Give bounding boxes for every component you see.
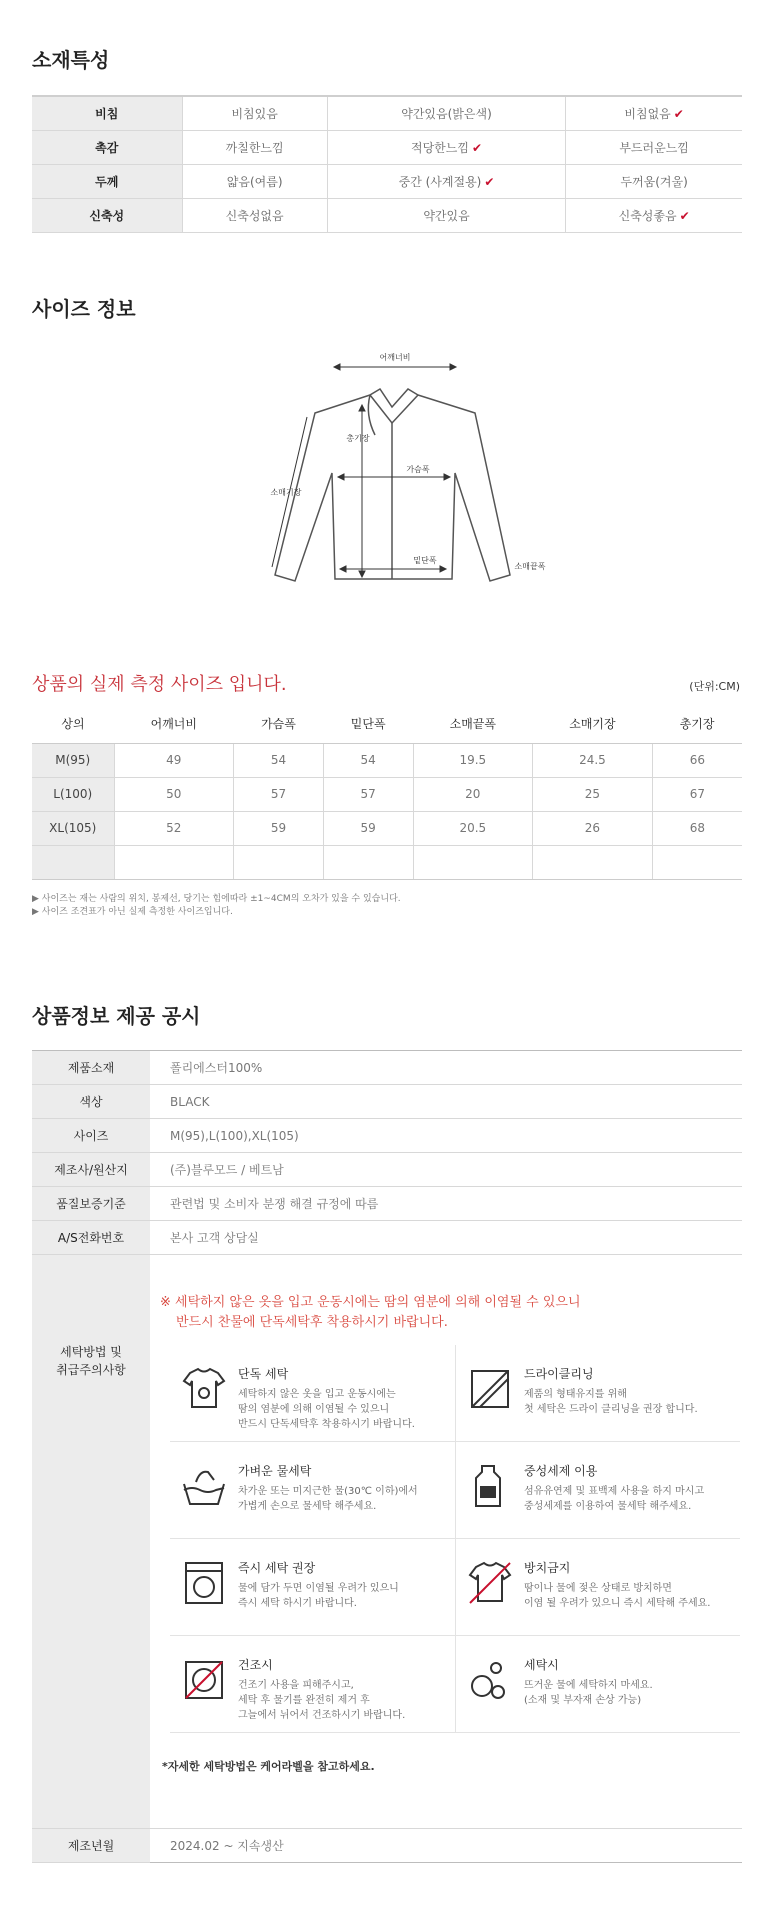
size-cell: 19.5 xyxy=(413,743,533,777)
info-label: 제조사/원산지 xyxy=(32,1153,150,1187)
size-table xyxy=(32,705,742,880)
check-icon: ✔ xyxy=(471,140,483,155)
size-col-header: 상의 xyxy=(32,705,114,743)
size-col-header: 총기장 xyxy=(652,705,742,743)
wash-item-desc: 물에 담가 두면 이염될 우려가 있으니 즉시 세탁 하시기 바랍니다. xyxy=(238,1583,399,1609)
size-cell xyxy=(234,845,324,879)
material-option: 비침없음 ✔ xyxy=(566,96,742,130)
info-label: 색상 xyxy=(32,1085,150,1119)
material-row-label: 두께 xyxy=(32,164,182,198)
wash-item-desc: 제품의 형태유지를 위해 첫 세탁은 드라이 클리닝을 권장 합니다. xyxy=(524,1389,698,1415)
material-option: 신축성좋음 ✔ xyxy=(566,198,742,232)
size-cell: 59 xyxy=(234,811,324,845)
material-option: 두꺼움(겨울) xyxy=(566,164,742,198)
material-row-label: 비침 xyxy=(32,96,182,130)
bubbles-icon xyxy=(466,1656,514,1704)
wash-item xyxy=(455,1636,740,1733)
wash-item-desc: 섬유유연제 및 표백제 사용을 하지 마시고 중성세제를 이용하여 물세탁 해주세요. xyxy=(524,1486,705,1512)
size-cell xyxy=(652,845,742,879)
size-col-header: 소매기장 xyxy=(533,705,653,743)
material-row xyxy=(32,130,742,164)
material-row xyxy=(32,198,742,232)
size-cell xyxy=(32,845,114,879)
date-label: 제조년월 xyxy=(32,1829,150,1863)
info-label: 사이즈 xyxy=(32,1119,150,1153)
no-soak-icon xyxy=(466,1559,514,1607)
size-cell: L(100) xyxy=(32,777,114,811)
size-cell xyxy=(114,845,234,879)
wash-item-title: 가벼운 물세탁 xyxy=(238,1464,312,1478)
check-icon: ✔ xyxy=(673,106,684,121)
size-cell: 50 xyxy=(114,777,234,811)
info-value: 폴리에스터100% xyxy=(150,1051,742,1085)
wash-item-desc: 차가운 또는 미지근한 물(30℃ 이하)에서 가볍게 손으로 물세탁 해주세요. xyxy=(238,1486,418,1512)
wash-item-desc: 건조기 사용을 피해주시고, 세탁 후 물기를 완전히 제거 후 그늘에서 뉘어서 건조하시기 바랍니다. xyxy=(238,1680,406,1721)
size-col-header: 가슴폭 xyxy=(234,705,324,743)
size-cell: 67 xyxy=(652,777,742,811)
wash-note: *자세한 세탁방법은 케어라벨을 참고하세요. xyxy=(162,1760,375,1773)
wash-item-title: 단독 세탁 xyxy=(238,1367,289,1381)
info-row xyxy=(32,1187,742,1221)
info-row xyxy=(32,1153,742,1187)
size-diagram-image xyxy=(270,345,560,595)
size-row xyxy=(32,743,742,777)
material-section-title: 소재특성 xyxy=(32,48,110,72)
size-notes xyxy=(32,893,401,919)
material-option: 신축성없음 xyxy=(182,198,327,232)
wash-item-title: 중성세제 이용 xyxy=(524,1464,598,1478)
size-cell: 68 xyxy=(652,811,742,845)
size-cell: 57 xyxy=(323,777,413,811)
info-row xyxy=(32,1085,742,1119)
size-col-header: 밑단폭 xyxy=(323,705,413,743)
size-heading: 상품의 실제 측정 사이즈 입니다. xyxy=(32,674,287,695)
tshirt-icon xyxy=(180,1365,228,1413)
size-cell xyxy=(413,845,533,879)
material-option: 까칠한느낌 xyxy=(182,130,327,164)
info-label: A/S전화번호 xyxy=(32,1221,150,1255)
size-cell: 20.5 xyxy=(413,811,533,845)
material-option: 약간있음(밝은색) xyxy=(327,96,565,130)
wash-item-title: 드라이클리닝 xyxy=(524,1367,594,1381)
info-row xyxy=(32,1119,742,1153)
size-cell: 24.5 xyxy=(533,743,653,777)
total-length-label: 총기장 xyxy=(346,434,370,443)
size-col-header: 어깨너비 xyxy=(114,705,234,743)
wash-item-title: 즉시 세탁 권장 xyxy=(238,1561,316,1575)
info-label: 품질보증기준 xyxy=(32,1187,150,1221)
size-section-title: 사이즈 정보 xyxy=(32,297,136,321)
chest-label: 가슴폭 xyxy=(406,465,430,474)
size-cell: M(95) xyxy=(32,743,114,777)
date-value: 2024.02 ~ 지속생산 xyxy=(150,1829,742,1863)
size-cell: 52 xyxy=(114,811,234,845)
cuff-label: 소매끝폭 xyxy=(514,562,546,571)
wash-warning: ※ 세탁하지 않은 옷을 입고 운동시에는 땀의 염분에 의해 이염될 수 있으니 반드시 찬물에 단독세탁후 착용하시기 바랍니다. xyxy=(160,1295,581,1330)
shoulder-label: 어깨너비 xyxy=(379,353,411,362)
size-row xyxy=(32,845,742,879)
wash-item xyxy=(455,1539,740,1636)
material-option: 부드러운느낌 xyxy=(566,130,742,164)
size-cell: 26 xyxy=(533,811,653,845)
material-option: 비침있음 xyxy=(182,96,327,130)
hem-label: 밑단폭 xyxy=(413,556,437,565)
wash-item xyxy=(170,1345,455,1442)
size-cell: 57 xyxy=(234,777,324,811)
info-row xyxy=(32,1221,742,1255)
unit-label: (단위:CM) xyxy=(689,680,740,693)
info-row xyxy=(32,1051,742,1085)
material-row-label: 촉감 xyxy=(32,130,182,164)
no-dryer-icon xyxy=(180,1656,228,1704)
size-col-header: 소매끝폭 xyxy=(413,705,533,743)
size-cell: 66 xyxy=(652,743,742,777)
size-cell: 49 xyxy=(114,743,234,777)
wash-item xyxy=(455,1442,740,1539)
size-note-1: ▶ 사이즈는 재는 사람의 위치, 봉제선, 당기는 힘에따라 ±1~4CM의 오차가 있을 수 있습니다. xyxy=(32,894,401,904)
size-row xyxy=(32,777,742,811)
size-cell: XL(105) xyxy=(32,811,114,845)
info-value: 본사 고객 상담실 xyxy=(150,1221,742,1255)
material-option: 얇음(여름) xyxy=(182,164,327,198)
material-option: 적당한느낌 ✔ xyxy=(327,130,565,164)
material-option: 약간있음 xyxy=(327,198,565,232)
wash-instructions xyxy=(150,1255,742,1829)
size-cell xyxy=(533,845,653,879)
material-table xyxy=(32,95,742,233)
info-label: 제품소재 xyxy=(32,1051,150,1085)
info-value: (주)블루모드 / 베트남 xyxy=(150,1153,742,1187)
product-info-table xyxy=(32,1050,742,1863)
size-cell xyxy=(323,845,413,879)
wash-item xyxy=(170,1442,455,1539)
dry-clean-icon xyxy=(466,1365,514,1413)
wash-item xyxy=(170,1539,455,1636)
size-cell: 54 xyxy=(323,743,413,777)
wash-label: 세탁방법 및 취급주의사항 xyxy=(32,1255,150,1829)
wash-item-desc: 뜨거운 물에 세탁하지 마세요. (소재 및 부자재 손상 가능) xyxy=(524,1680,653,1706)
size-cell: 59 xyxy=(323,811,413,845)
info-value: 관련법 및 소비자 분쟁 해결 규정에 따름 xyxy=(150,1187,742,1221)
wash-item-desc: 땀이나 물에 젖은 상태로 방치하면 이염 될 우려가 있으니 즉시 세탁해 주세요. xyxy=(524,1583,711,1609)
material-row xyxy=(32,164,742,198)
check-icon: ✔ xyxy=(484,174,495,189)
wash-item-title: 세탁시 xyxy=(524,1658,559,1672)
wash-item-title: 방치금지 xyxy=(524,1561,571,1575)
wash-item-title: 건조시 xyxy=(238,1658,273,1672)
wash-item xyxy=(170,1636,455,1733)
size-cell: 20 xyxy=(413,777,533,811)
size-cell: 54 xyxy=(234,743,324,777)
washing-machine-icon xyxy=(180,1559,228,1607)
hand-wash-icon xyxy=(180,1462,228,1510)
material-option: 중간 (사계절용) ✔ xyxy=(327,164,565,198)
info-value: M(95),L(100),XL(105) xyxy=(150,1119,742,1153)
sleeve-length-label: 소매기장 xyxy=(270,488,302,497)
wash-item xyxy=(455,1345,740,1442)
size-cell: 25 xyxy=(533,777,653,811)
wash-item-desc: 세탁하지 않은 옷을 입고 운동시에는 땀의 염분에 의해 이염될 수 있으니 반드시 단독세탁후 착용하시기 바랍니다. xyxy=(238,1389,415,1430)
size-note-2: ▶ 사이즈 조견표가 아닌 실제 측정한 사이즈입니다. xyxy=(32,907,233,917)
detergent-icon xyxy=(466,1462,514,1510)
info-value: BLACK xyxy=(150,1085,742,1119)
check-icon: ✔ xyxy=(679,208,690,223)
material-row xyxy=(32,96,742,130)
product-info-title: 상품정보 제공 공시 xyxy=(32,1004,201,1028)
material-row-label: 신축성 xyxy=(32,198,182,232)
size-row xyxy=(32,811,742,845)
